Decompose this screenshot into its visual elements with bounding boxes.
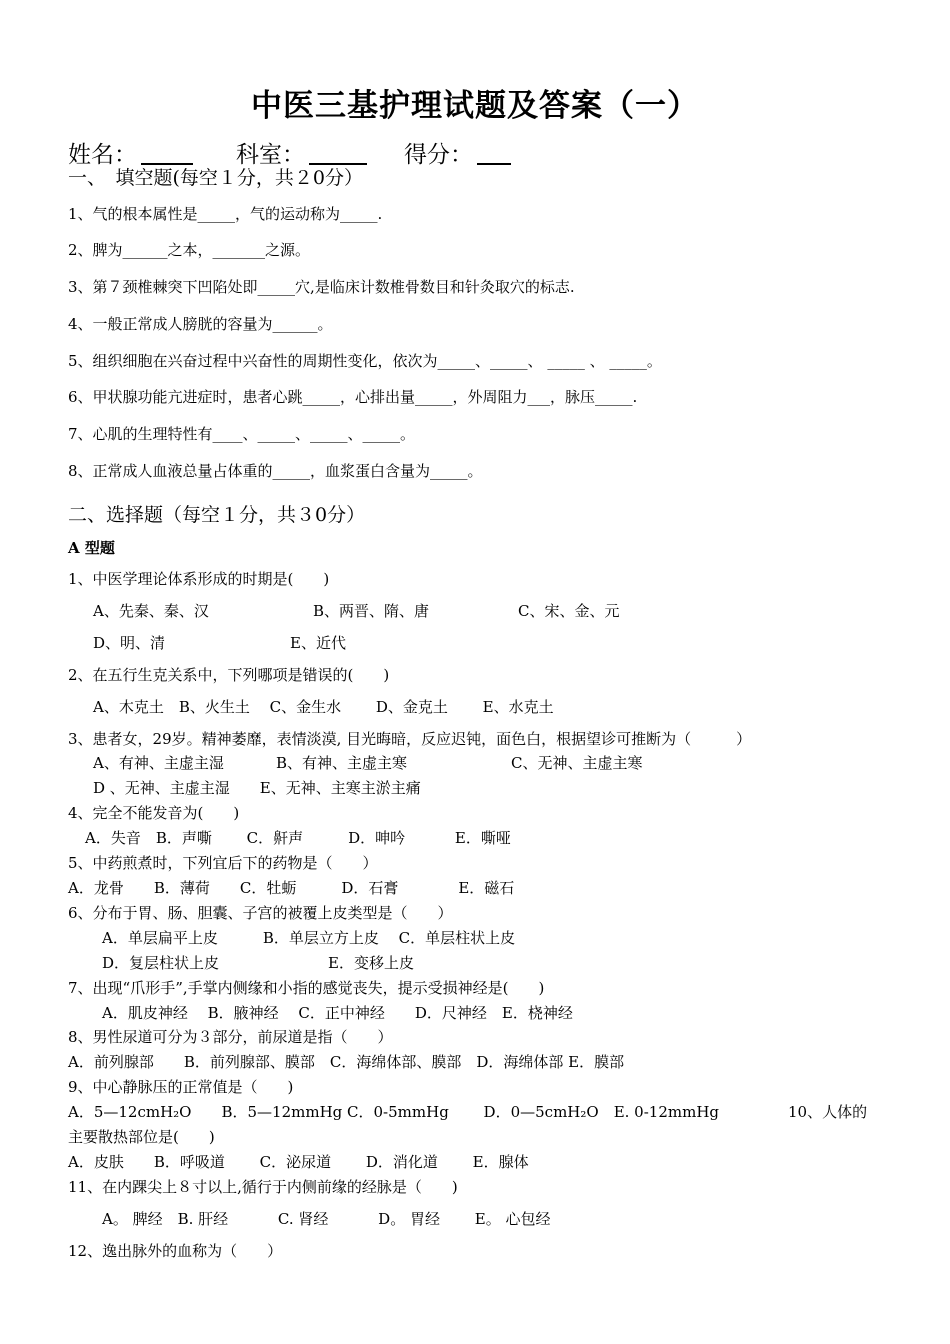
dept-blank bbox=[309, 141, 367, 165]
choice-option: D．复层柱状上皮 bbox=[102, 954, 220, 972]
fill-question: 4、一般正常成人膀胱的容量为______。 bbox=[68, 315, 333, 333]
choice-question: 2、在五行生克关系中，下列哪项是错误的( ) bbox=[68, 666, 390, 684]
name-blank bbox=[141, 141, 193, 165]
choice-option: B、有神、主虚主寒 bbox=[276, 754, 408, 772]
score-field bbox=[404, 136, 511, 169]
choice-question: 8、男性尿道可分为３部分，前尿道是指（ ） bbox=[68, 1028, 393, 1046]
score-blank bbox=[477, 141, 511, 165]
choice-options: A．肌皮神经 B．腋神经 C．正中神经 D．尺神经 E．桡神经 bbox=[102, 1004, 573, 1022]
section2-heading: 二、选择题（每空１分，共３0分） bbox=[68, 504, 366, 526]
fill-question: 3、第７颈椎棘突下凹陷处即_____穴,是临床计数椎骨数目和针灸取穴的标志. bbox=[68, 278, 575, 296]
choice-option: A、有神、主虚主湿 bbox=[93, 754, 224, 772]
choice-question-cont: 主要散热部位是( ) bbox=[68, 1128, 215, 1146]
choice-option: C、无神、主虚主寒 bbox=[511, 754, 643, 772]
fill-question: 5、组织细胞在兴奋过程中兴奋性的周期性变化，依次为_____、_____、 _____ 、 _____。 bbox=[68, 352, 662, 370]
choice-question: 7、出现“爪形手”,手掌内侧缘和小指的感觉丧失，提示受损神经是( ) bbox=[68, 979, 545, 997]
fill-question: 2、脾为______之本，_______之源。 bbox=[68, 241, 311, 259]
choice-question: 4、完全不能发音为( ) bbox=[68, 804, 240, 822]
choice-question: 6、分布于胃、肠、胆囊、子宫的被覆上皮类型是（ ） bbox=[68, 904, 453, 922]
choice-question: 1、中医学理论体系形成的时期是( ) bbox=[68, 570, 330, 588]
fill-question: 7、心肌的生理特性有____、_____、_____、_____。 bbox=[68, 425, 416, 443]
fill-question: 1、气的根本属性是_____，气的运动称为_____. bbox=[68, 205, 383, 223]
choice-options: A．龙骨 B．薄荷 C．牡蛎 D．石膏 E．磁石 bbox=[68, 879, 515, 897]
choice-option: E．变移上皮 bbox=[328, 954, 414, 972]
choice-options: A．失音 B．声嘶 C．鼾声 D．呻吟 E．嘶哑 bbox=[85, 829, 511, 847]
choice-options: D 、无神、主虚主湿 E、无神、主寒主淤主痛 bbox=[93, 779, 421, 797]
choice-option: A、先秦、秦、汉 bbox=[93, 602, 209, 620]
question-type-label: A 型题 bbox=[68, 539, 115, 557]
choice-question: 5、中药煎煮时，下列宜后下的药物是（ ） bbox=[68, 854, 378, 872]
choice-options: A、木克土 B、火生土 C、金生水 D、金克土 E、水克土 bbox=[93, 698, 554, 716]
fill-question: 8、正常成人血液总量占体重的_____，血浆蛋白含量为_____。 bbox=[68, 462, 483, 480]
name-label: 姓名： bbox=[68, 142, 137, 168]
choice-options: A．单层扁平上皮 B．单层立方上皮 C．单层柱状上皮 bbox=[102, 929, 516, 947]
section1-heading: 一、 填空题(每空１分，共２0分） bbox=[68, 167, 364, 189]
choice-option: C、宋、金、元 bbox=[518, 602, 620, 620]
choice-options: A．5—12cmH₂O B．5—12mmHg C．0-5mmHg D．0—5cmH₂O E. 0-12mmHg bbox=[68, 1103, 720, 1121]
choice-question: 12、逸出脉外的血称为（ ） bbox=[68, 1242, 283, 1260]
choice-options: A．前列腺部 B．前列腺部、膜部 C．海绵体部、膜部 D．海绵体部 E．膜部 bbox=[68, 1053, 625, 1071]
score-label: 得分： bbox=[404, 142, 473, 168]
choice-question: 10、人体的 bbox=[788, 1103, 868, 1121]
fill-question: 6、甲状腺功能亢进症时，患者心跳_____，心排出量_____，外周阻力___，脉压_____. bbox=[68, 388, 638, 406]
dept-label: 科室： bbox=[236, 142, 305, 168]
choice-option: B、两晋、隋、唐 bbox=[313, 602, 430, 620]
choice-option: D、明、清 bbox=[93, 634, 166, 652]
choice-options: A。 脾经 B. 肝经 C. 肾经 D。 胃经 E。 心包经 bbox=[102, 1210, 551, 1228]
choice-question: 11、在内踝尖上８寸以上,循行于内侧前缘的经脉是（ ) bbox=[68, 1178, 458, 1196]
choice-options: A．皮肤 B．呼吸道 C．泌尿道 D．消化道 E．腺体 bbox=[68, 1153, 529, 1171]
page-title: 中医三基护理试题及答案（一） bbox=[251, 88, 699, 124]
choice-option: E、近代 bbox=[290, 634, 346, 652]
choice-question: 9、中心静脉压的正常值是（ ) bbox=[68, 1078, 294, 1096]
choice-question: 3、患者女，29岁。精神萎靡，表情淡漠, 目光晦暗，反应迟钝，面色白，根据望诊可推断为（ ） bbox=[68, 730, 752, 748]
